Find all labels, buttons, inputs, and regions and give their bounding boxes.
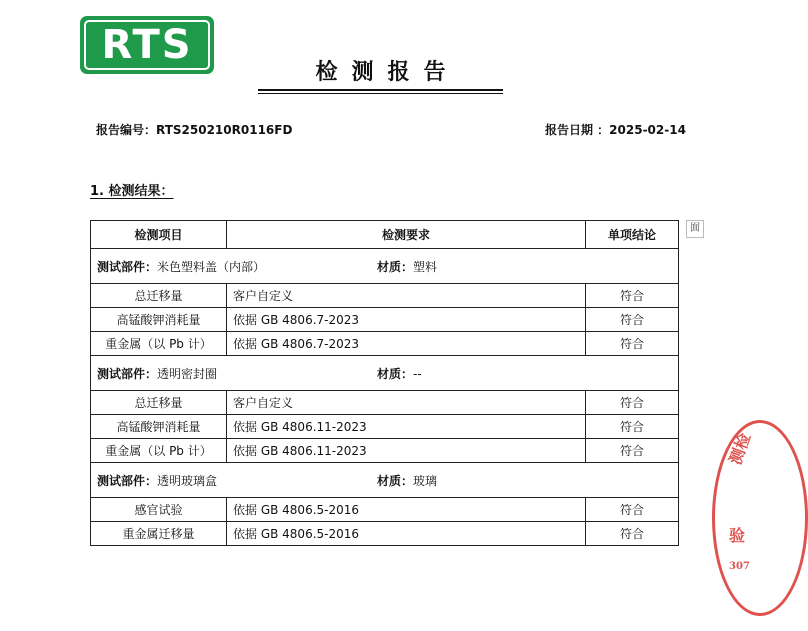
material-label: 材质： [377,473,414,488]
test-requirement: 依据 GB 4806.11-2023 [227,415,586,439]
test-item: 高锰酸钾消耗量 [91,415,227,439]
results-table [90,220,679,546]
part-value: 透明密封圈 [157,366,218,381]
part-label: 测试部件： [97,473,158,488]
table-row [91,284,679,308]
test-item: 总迁移量 [91,284,227,308]
test-item: 感官试验 [91,498,227,522]
test-conclusion: 符合 [586,391,679,415]
table-header-row [91,221,679,249]
test-requirement: 依据 GB 4806.7-2023 [227,332,586,356]
test-conclusion: 符合 [586,308,679,332]
table-row [91,308,679,332]
test-requirement: 依据 GB 4806.5-2016 [227,522,586,546]
side-toolbar-icon[interactable]: 圎 [686,220,704,238]
material-label: 材质： [377,366,414,381]
test-requirement: 客户自定义 [227,391,586,415]
section-title: 1. 检测结果： [90,184,174,199]
test-requirement: 依据 GB 4806.7-2023 [227,308,586,332]
part-row [91,356,679,391]
page-title: 检测报告 [315,59,460,85]
part-cell [91,249,679,284]
red-seal-stamp [712,420,808,616]
part-value: 米色塑料盖（内部） [157,259,266,274]
test-conclusion: 符合 [586,439,679,463]
material-label: 材质： [377,259,414,274]
table-row [91,498,679,522]
test-item: 高锰酸钾消耗量 [91,308,227,332]
material-value: 玻璃 [413,473,438,488]
stamp-text: 测检 [725,430,755,468]
title-underline [258,89,503,91]
header-requirement: 检测要求 [227,221,586,249]
test-conclusion: 符合 [586,498,679,522]
table-row [91,415,679,439]
table-row [91,391,679,415]
part-label: 测试部件： [97,259,158,274]
company-logo [80,16,214,74]
report-number: 报告编号：RTS250210R0116FD [96,123,293,137]
report-date: 报告日期 ：2025-02-14 [545,123,686,137]
test-conclusion: 符合 [586,284,679,308]
stamp-text: 验 [729,526,746,545]
test-conclusion: 符合 [586,522,679,546]
material [377,472,437,489]
material [377,258,437,275]
test-item: 总迁移量 [91,391,227,415]
test-item: 重金属（以 Pb 计） [91,439,227,463]
logo-text: RTS [84,20,210,70]
header-item: 检测项目 [91,221,227,249]
material-value: 塑料 [413,259,438,274]
test-conclusion: 符合 [586,415,679,439]
test-item: 重金属迁移量 [91,522,227,546]
test-requirement: 依据 GB 4806.5-2016 [227,498,586,522]
part-row [91,249,679,284]
material-value: -- [413,366,422,381]
part-row [91,463,679,498]
table-row [91,522,679,546]
test-conclusion: 符合 [586,332,679,356]
material [377,365,422,382]
table-row [91,332,679,356]
stamp-text: 307 [729,561,750,572]
table-row [91,439,679,463]
test-requirement: 依据 GB 4806.11-2023 [227,439,586,463]
test-item: 重金属（以 Pb 计） [91,332,227,356]
header-conclusion: 单项结论 [586,221,679,249]
title-underline-thin [258,93,503,94]
part-value: 透明玻璃盒 [157,473,218,488]
test-requirement: 客户自定义 [227,284,586,308]
part-label: 测试部件： [97,366,158,381]
part-cell [91,463,679,498]
part-cell [91,356,679,391]
